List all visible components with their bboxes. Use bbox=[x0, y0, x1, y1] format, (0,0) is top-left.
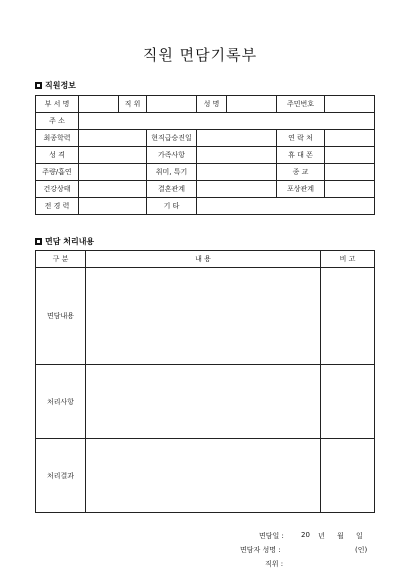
section-bullet-icon bbox=[35, 82, 42, 89]
field-current-duty-promotion[interactable] bbox=[197, 130, 277, 147]
header-remarks: 비 고 bbox=[321, 251, 375, 268]
label-department: 부 서 명 bbox=[36, 96, 79, 113]
interviewer-name-label: 면담자 성명 : bbox=[240, 546, 281, 554]
seal-mark: (인) bbox=[355, 546, 368, 554]
day-label: 일 bbox=[356, 532, 363, 540]
interview-date-label: 면담일 : bbox=[259, 532, 284, 540]
field-personality[interactable] bbox=[79, 147, 147, 164]
field-other[interactable] bbox=[197, 198, 375, 215]
section-title: 면담 처리내용 bbox=[45, 237, 95, 246]
year-prefix: 20 bbox=[301, 531, 310, 539]
employee-info-table bbox=[35, 95, 375, 215]
field-education[interactable] bbox=[79, 130, 147, 147]
label-drinking-smoking: 주량/흡연 bbox=[36, 164, 79, 181]
label-contact: 연 락 처 bbox=[277, 130, 325, 147]
label-marriage: 결혼관계 bbox=[147, 181, 197, 198]
field-address[interactable] bbox=[79, 113, 375, 130]
field-result[interactable] bbox=[86, 439, 321, 513]
field-hobby-skill[interactable] bbox=[197, 164, 277, 181]
field-interview-content[interactable] bbox=[86, 268, 321, 365]
interviewer-position-label: 직위 : bbox=[265, 560, 284, 568]
field-career[interactable] bbox=[79, 198, 147, 215]
interview-record-table bbox=[35, 250, 375, 513]
field-name[interactable] bbox=[227, 96, 277, 113]
label-hobby-skill: 취미, 특기 bbox=[147, 164, 197, 181]
page-title: 직원 면담기록부 bbox=[142, 46, 258, 64]
label-name: 성 명 bbox=[197, 96, 227, 113]
field-contact[interactable] bbox=[325, 130, 375, 147]
row-label-result: 처리결과 bbox=[36, 439, 86, 513]
field-marriage[interactable] bbox=[197, 181, 277, 198]
header-category: 구 분 bbox=[36, 251, 86, 268]
label-resident-id: 주민번호 bbox=[277, 96, 325, 113]
row-label-action-taken: 처리사항 bbox=[36, 365, 86, 439]
label-mobile: 휴 대 폰 bbox=[277, 147, 325, 164]
field-position[interactable] bbox=[147, 96, 197, 113]
field-interview-remarks[interactable] bbox=[321, 268, 375, 365]
field-drinking-smoking[interactable] bbox=[79, 164, 147, 181]
field-department[interactable] bbox=[79, 96, 119, 113]
section-title: 직원정보 bbox=[45, 81, 76, 90]
year-label: 년 bbox=[318, 532, 325, 540]
label-current-duty-promotion: 현직급승진일 bbox=[147, 130, 197, 147]
field-awards[interactable] bbox=[325, 181, 375, 198]
field-result-remarks[interactable] bbox=[321, 439, 375, 513]
section-header-record bbox=[35, 236, 94, 247]
month-label: 월 bbox=[337, 532, 344, 540]
section-bullet-icon bbox=[35, 238, 42, 245]
label-religion: 종 교 bbox=[277, 164, 325, 181]
label-position: 직 위 bbox=[119, 96, 147, 113]
label-address: 주 소 bbox=[36, 113, 79, 130]
field-action-remarks[interactable] bbox=[321, 365, 375, 439]
header-content: 내 용 bbox=[86, 251, 321, 268]
label-awards: 포상관계 bbox=[277, 181, 325, 198]
field-health[interactable] bbox=[79, 181, 147, 198]
label-other: 기 타 bbox=[147, 198, 197, 215]
label-health: 건강상태 bbox=[36, 181, 79, 198]
field-family[interactable] bbox=[197, 147, 277, 164]
label-career: 전 경 력 bbox=[36, 198, 79, 215]
section-header-info bbox=[35, 80, 76, 91]
field-mobile[interactable] bbox=[325, 147, 375, 164]
label-personality: 성 격 bbox=[36, 147, 79, 164]
field-religion[interactable] bbox=[325, 164, 375, 181]
label-education: 최종학력 bbox=[36, 130, 79, 147]
label-family: 가족사항 bbox=[147, 147, 197, 164]
row-label-interview-content: 면담내용 bbox=[36, 268, 86, 365]
field-action-taken[interactable] bbox=[86, 365, 321, 439]
field-resident-id[interactable] bbox=[325, 96, 375, 113]
